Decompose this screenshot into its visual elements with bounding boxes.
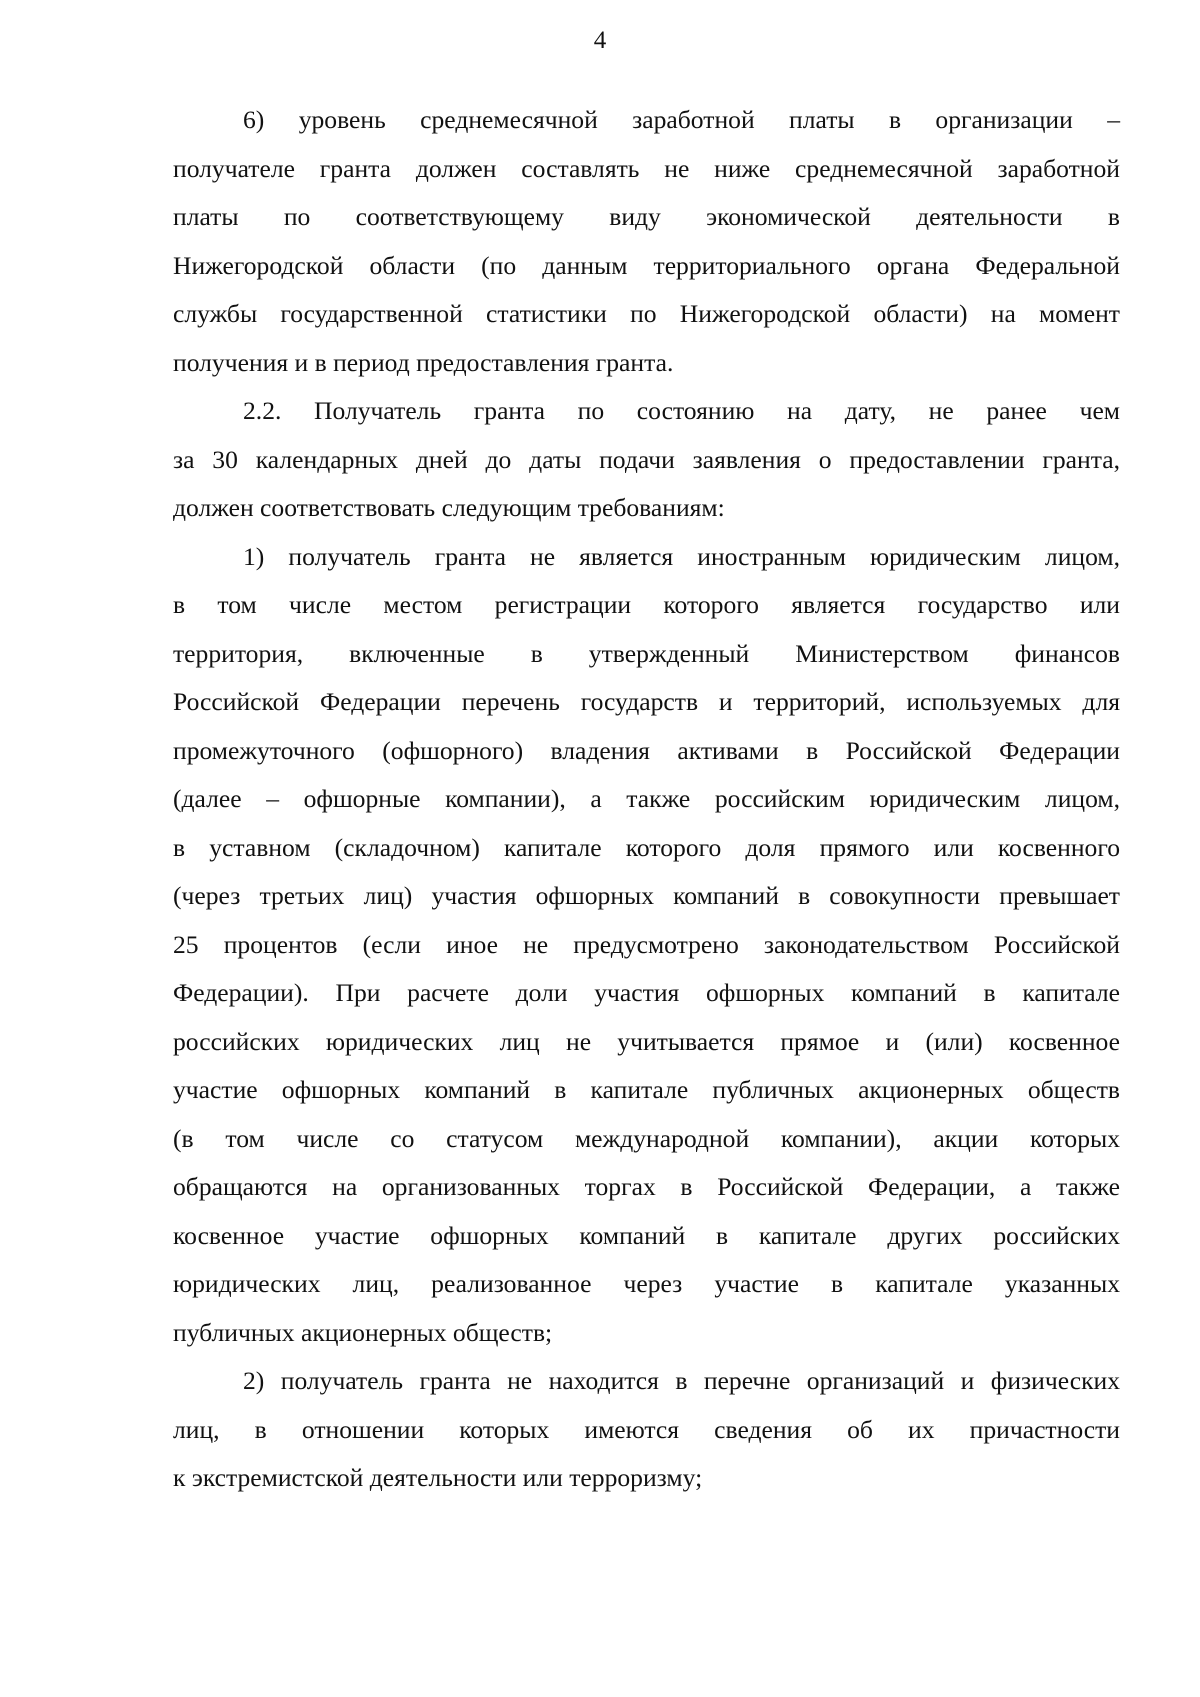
text-line: (в том числе со статусом международной компании), акции которых bbox=[173, 1123, 1120, 1153]
text-line: российских юридических лиц не учитывается прямое и (или) косвенное bbox=[173, 1026, 1120, 1056]
paragraph-item-1 bbox=[173, 533, 1120, 1358]
document-body bbox=[173, 96, 1120, 1503]
text-line: обращаются на организованных торгах в Российской Федерации, а также bbox=[173, 1172, 1120, 1201]
text-line: промежуточного (офшорного) владения активами в Российской Федерации bbox=[173, 735, 1120, 765]
paragraph-item-6 bbox=[173, 96, 1120, 387]
text-line: службы государственной статистики по Нижегородской области) на момент bbox=[173, 299, 1120, 328]
text-line: (через третьих лиц) участия офшорных компаний в совокупности превышает bbox=[173, 881, 1120, 910]
paragraph-2-2 bbox=[173, 387, 1120, 533]
text-line: 2.2. Получатель гранта по состоянию на дату, не ранее чем bbox=[243, 396, 1120, 425]
text-line: 25 процентов (если иное не предусмотрено законодательством Российской bbox=[173, 929, 1120, 959]
text-line: Федерации). При расчете доли участия офшорных компаний в капитале bbox=[173, 978, 1120, 1007]
text-line: лиц, в отношении которых имеются сведения об их причастности bbox=[173, 1414, 1120, 1444]
text-line: в уставном (складочном) капитале которого доля прямого или косвенного bbox=[173, 832, 1120, 862]
text-line: 6) уровень среднемесячной заработной платы в организации – bbox=[243, 105, 1120, 134]
text-line: косвенное участие офшорных компаний в капитале других российских bbox=[173, 1220, 1120, 1250]
text-line: платы по соответствующему виду экономической деятельности в bbox=[173, 202, 1120, 231]
text-line: получателе гранта должен составлять не ниже среднемесячной заработной bbox=[173, 153, 1120, 183]
text-line: участие офшорных компаний в капитале публичных акционерных обществ bbox=[173, 1075, 1120, 1104]
text-line: 1) получатель гранта не является иностранным юридическим лицом, bbox=[243, 541, 1120, 571]
text-line: Нижегородской области (по данным территориального органа Федеральной bbox=[173, 250, 1120, 280]
text-line: территория, включенные в утвержденный Министерством финансов bbox=[173, 638, 1120, 668]
text-line: (далее – офшорные компании), а также российским юридическим лицом, bbox=[173, 784, 1120, 813]
text-line: получения и в период предоставления гранта. bbox=[173, 347, 674, 377]
text-line: юридических лиц, реализованное через участие в капитале указанных bbox=[173, 1269, 1120, 1298]
text-line: за 30 календарных дней до даты подачи заявления о предоставлении гранта, bbox=[173, 444, 1120, 474]
text-line: 2) получатель гранта не находится в перечне организаций и физических bbox=[243, 1366, 1120, 1395]
text-line: должен соответствовать следующим требованиям: bbox=[173, 493, 725, 522]
text-line: Российской Федерации перечень государств и территорий, используемых для bbox=[173, 687, 1120, 716]
page-number: 4 bbox=[593, 27, 607, 54]
text-line: в том числе местом регистрации которого является государство или bbox=[173, 590, 1120, 619]
text-line: к экстремистской деятельности или терроризму; bbox=[173, 1463, 703, 1492]
paragraph-item-2 bbox=[173, 1357, 1120, 1503]
text-line: публичных акционерных обществ; bbox=[173, 1317, 553, 1347]
